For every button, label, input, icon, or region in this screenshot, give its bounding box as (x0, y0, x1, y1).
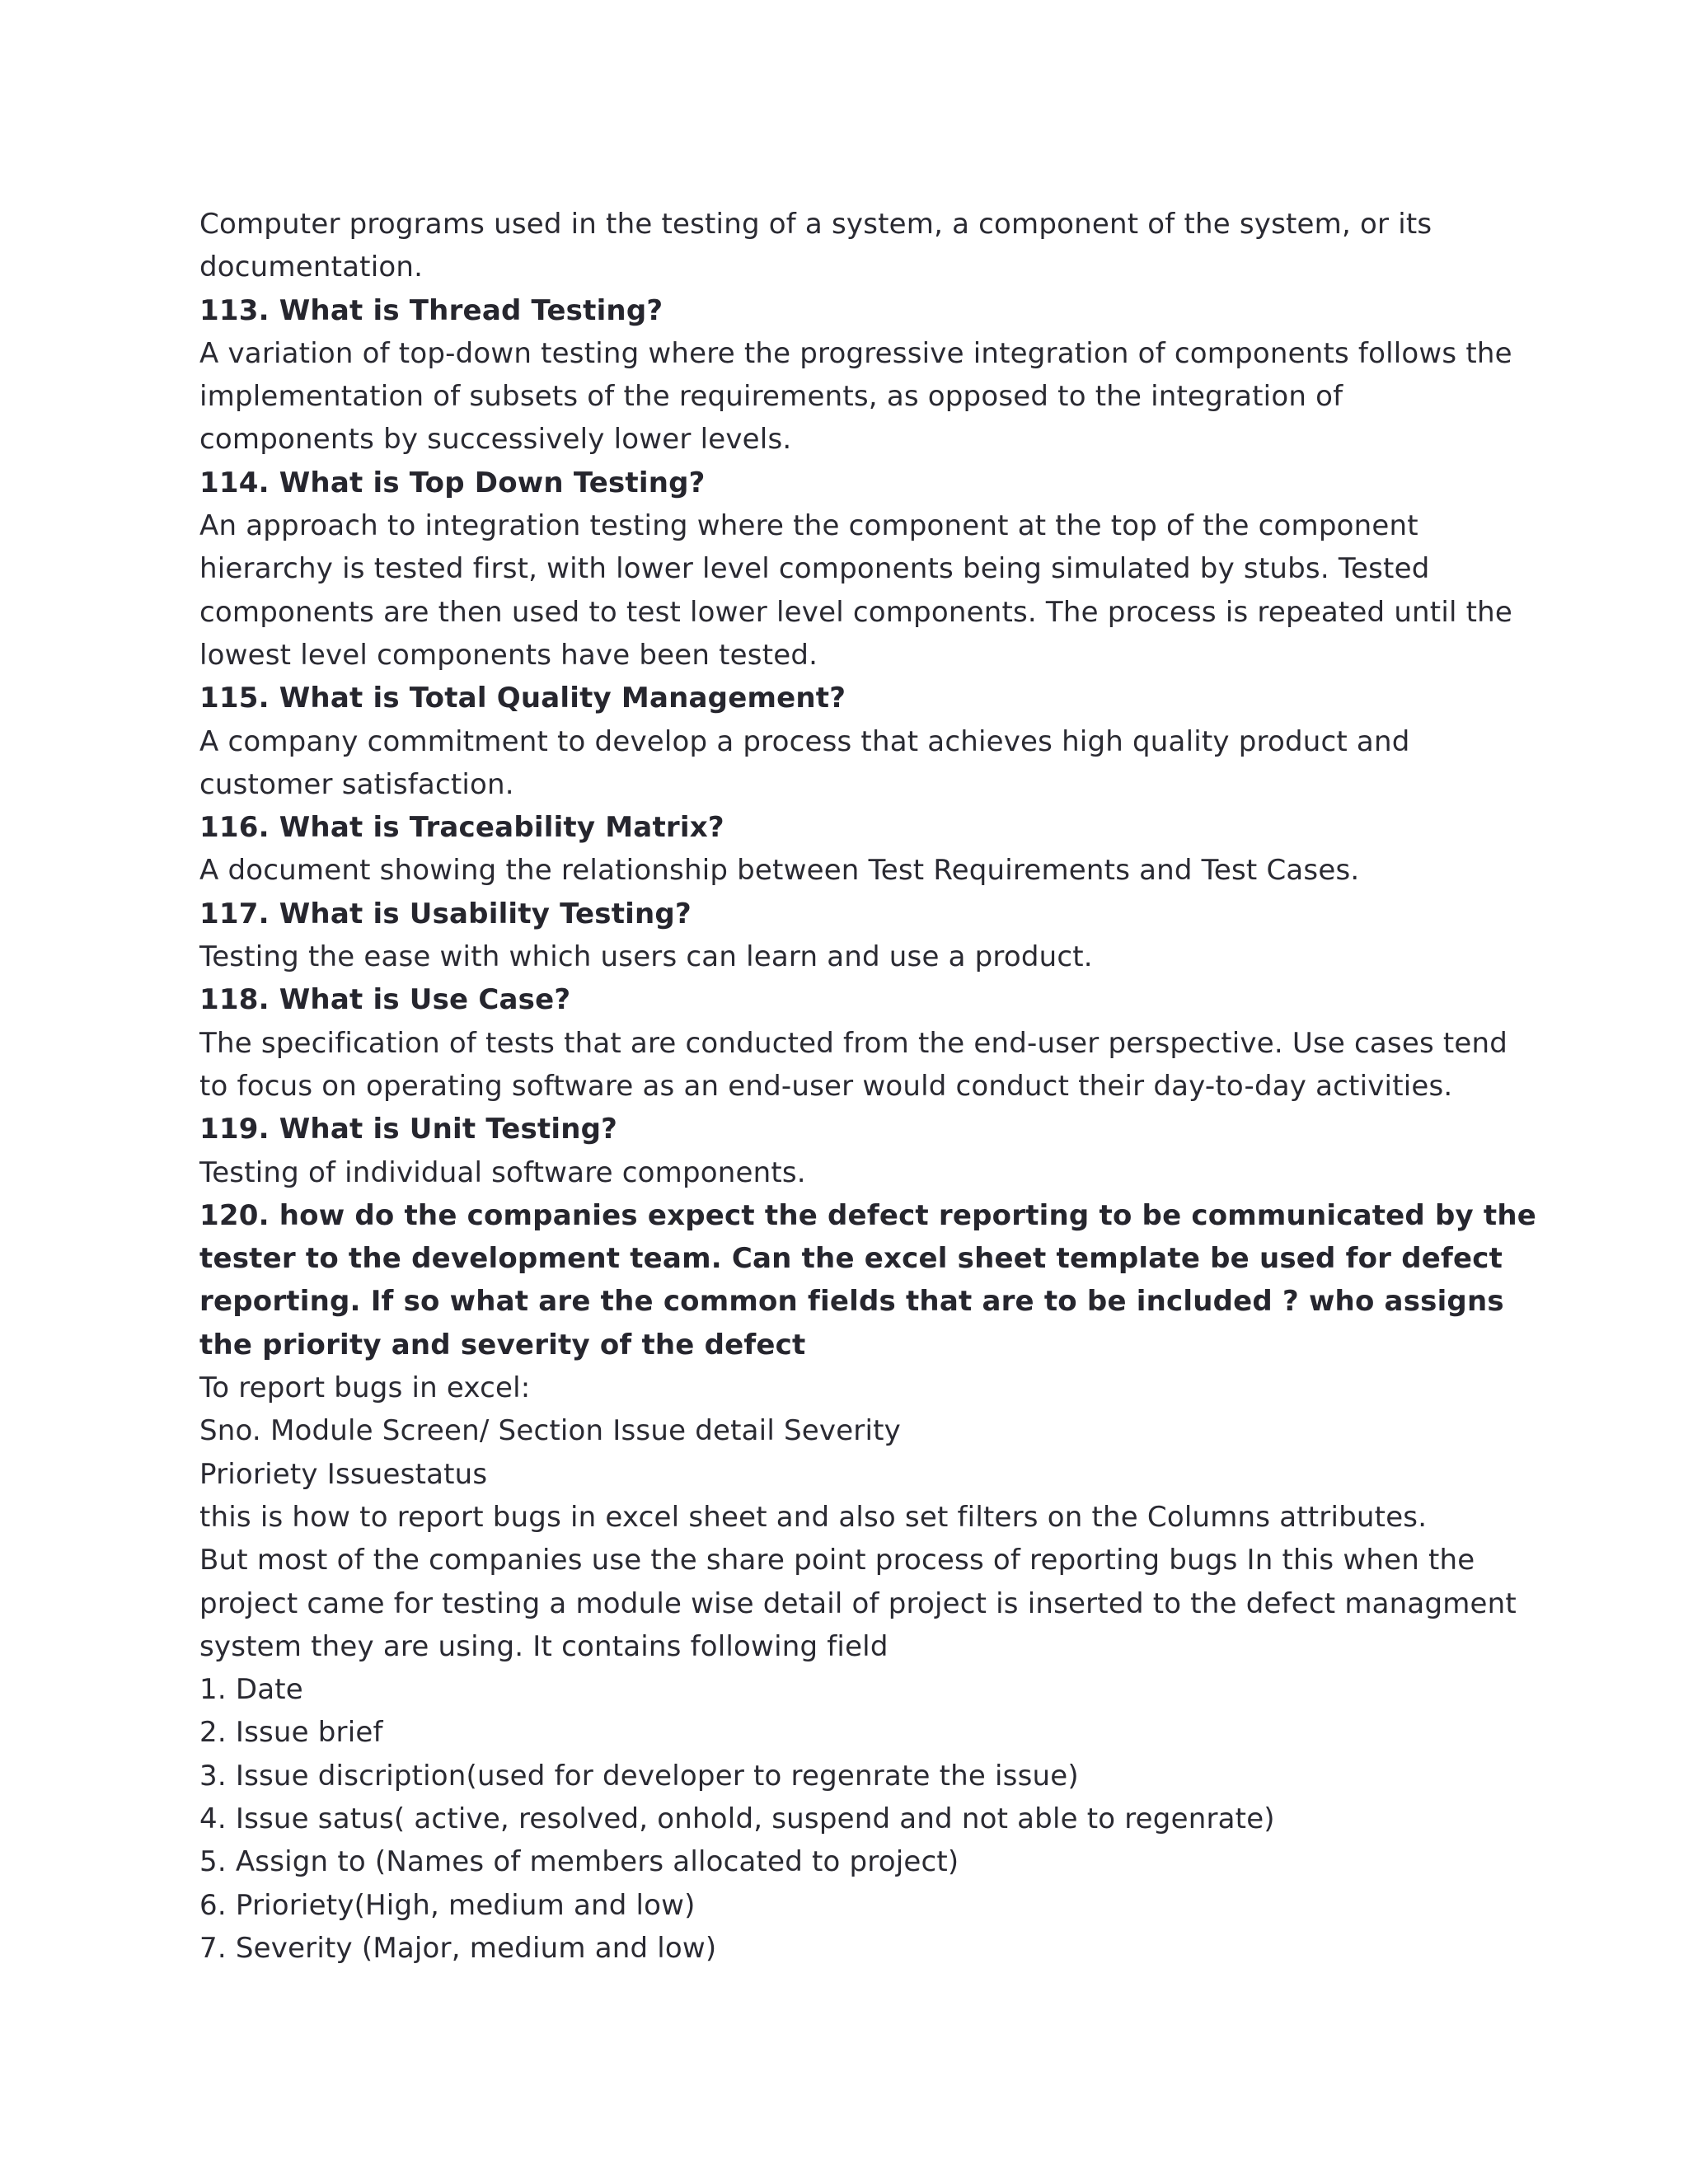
paragraph-line: implementation of subsets of the requirements, as opposed to the integration of (199, 380, 1343, 414)
question-heading-117: 117. What is Usability Testing? (199, 897, 692, 930)
list-item: 2. Issue brief (199, 1716, 383, 1750)
paragraph-line: The specification of tests that are conducted from the end-user perspective. Use cases tend (199, 1026, 1508, 1060)
list-item: 4. Issue satus( active, resolved, onhold, suspend and not able to regenrate) (199, 1802, 1275, 1835)
list-item: 3. Issue discription(used for developer to regenrate the issue) (199, 1759, 1079, 1793)
paragraph-line: components are then used to test lower level components. The process is repeated until the (199, 595, 1513, 629)
question-heading-113: 113. What is Thread Testing? (199, 293, 663, 327)
paragraph-line: A document showing the relationship between Test Requirements and Test Cases. (199, 854, 1360, 888)
paragraph-line: Sno. Module Screen/ Section Issue detail Severity (199, 1414, 901, 1448)
paragraph-line: A variation of top-down testing where the progressive integration of components follows the (199, 336, 1512, 370)
question-heading-120-cont: the priority and severity of the defect (199, 1328, 806, 1361)
question-heading-115: 115. What is Total Quality Management? (199, 682, 846, 715)
paragraph-line: But most of the companies use the share point process of reporting bugs In this when the (199, 1544, 1475, 1577)
question-heading-114: 114. What is Top Down Testing? (199, 466, 706, 499)
paragraph-line: A company commitment to develop a process that achieves high quality product and (199, 724, 1410, 758)
paragraph-line: hierarchy is tested first, with lower level components being simulated by stubs. Tested (199, 552, 1430, 586)
question-heading-120-cont: reporting. If so what are the common fields that are to be included ? who assigns (199, 1285, 1504, 1319)
question-heading-119: 119. What is Unit Testing? (199, 1113, 618, 1146)
document-body (199, 203, 1537, 1970)
paragraph-line: Prioriety Issuestatus (199, 1457, 488, 1491)
list-item: 1. Date (199, 1673, 303, 1707)
paragraph-line: Testing the ease with which users can learn and use a product. (199, 940, 1093, 974)
paragraph-line: Computer programs used in the testing of a system, a component of the system, or its (199, 208, 1432, 241)
question-heading-120: 120. how do the companies expect the defect reporting to be communicated by the (199, 1198, 1537, 1232)
paragraph-line: project came for testing a module wise detail of project is inserted to the defect managment (199, 1586, 1517, 1620)
paragraph-line: An approach to integration testing where the component at the top of the component (199, 509, 1418, 543)
question-heading-120-cont: tester to the development team. Can the excel sheet template be used for defect (199, 1242, 1503, 1276)
list-item: 5. Assign to (Names of members allocated to project) (199, 1845, 959, 1879)
paragraph-line: customer satisfaction. (199, 767, 514, 801)
list-item: 7. Severity (Major, medium and low) (199, 1931, 717, 1965)
paragraph-line: Testing of individual software components. (199, 1155, 806, 1189)
paragraph-line: system they are using. It contains following field (199, 1629, 889, 1663)
paragraph-line: this is how to report bugs in excel sheet and also set filters on the Columns attributes. (199, 1500, 1428, 1534)
paragraph-line: documentation. (199, 251, 424, 284)
paragraph-line: to focus on operating software as an end-user would conduct their day-to-day activities. (199, 1069, 1453, 1103)
question-heading-118: 118. What is Use Case? (199, 983, 571, 1017)
list-item: 6. Prioriety(High, medium and low) (199, 1888, 696, 1922)
paragraph-line: To report bugs in excel: (199, 1371, 531, 1405)
paragraph-line: components by successively lower levels. (199, 423, 792, 457)
paragraph-line: lowest level components have been tested. (199, 638, 818, 672)
question-heading-116: 116. What is Traceability Matrix? (199, 811, 724, 845)
